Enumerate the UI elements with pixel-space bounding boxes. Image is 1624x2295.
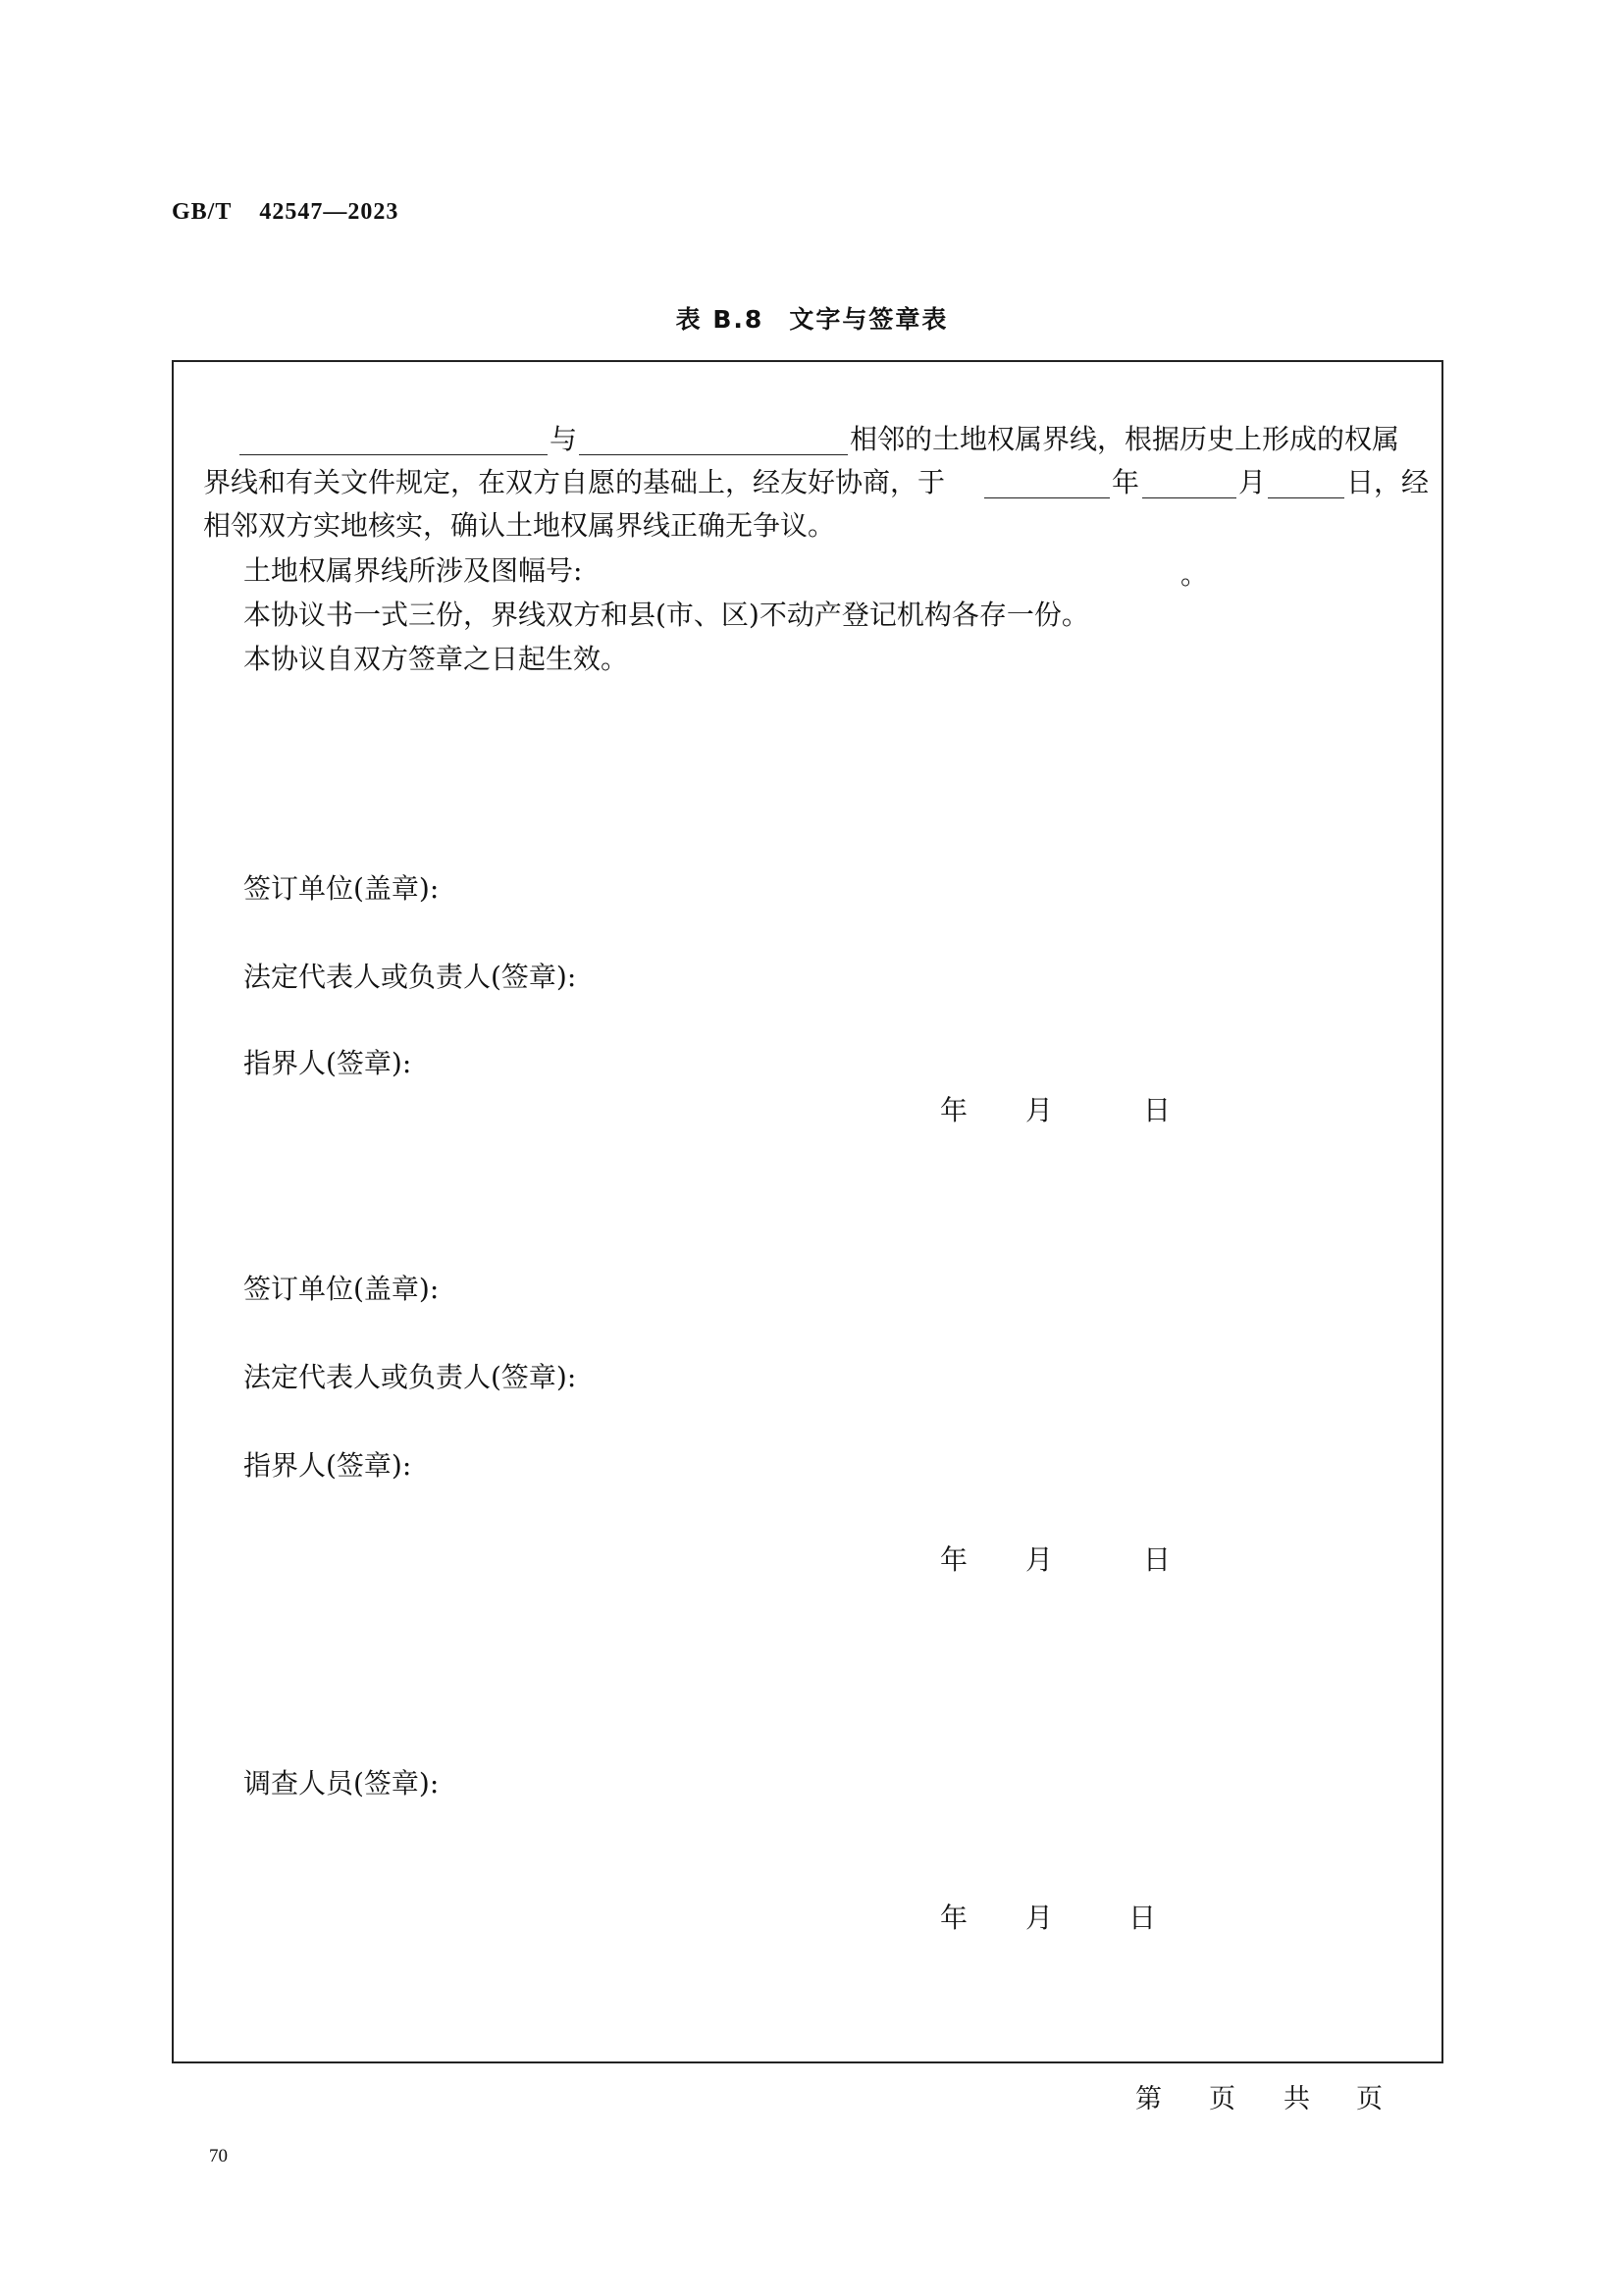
investigator-date-month: 月 — [1025, 1902, 1054, 1934]
total-page-label: 页 — [1356, 2084, 1383, 2114]
month-blank[interactable] — [1142, 497, 1236, 498]
page-number: 70 — [209, 2146, 228, 2166]
party-b-pointer-label: 指界人(签章): — [243, 1449, 412, 1482]
agreement-line3: 相邻双方实地核实，确认土地权属界线正确无争议。 — [203, 509, 836, 542]
party-a-name-blank[interactable] — [239, 454, 548, 455]
page-label: 页 — [1209, 2084, 1235, 2114]
standard-number: 42547—2023 — [259, 199, 399, 225]
table-title — [0, 300, 1624, 336]
party-b-date-day: 日 — [1143, 1543, 1172, 1576]
effective-text: 本协议自双方签章之日起生效。 — [243, 643, 629, 675]
investigator-label: 调查人员(签章): — [243, 1767, 440, 1799]
party-b-name-blank[interactable] — [579, 454, 848, 455]
table-number: 表 B.8 — [675, 305, 764, 334]
investigator-date-year: 年 — [940, 1902, 969, 1934]
total-label: 共 — [1283, 2084, 1310, 2114]
party-a-date-year: 年 — [940, 1094, 969, 1126]
party-a-pointer-label: 指界人(签章): — [243, 1047, 412, 1079]
map-sheet-label: 土地权属界线所涉及图幅号: — [243, 554, 583, 587]
party-a-rep-label: 法定代表人或负责人(签章): — [243, 961, 577, 993]
party-a-date-month: 月 — [1025, 1094, 1054, 1126]
map-sheet-end: 。 — [1180, 558, 1209, 591]
party-a-date-day: 日 — [1143, 1094, 1172, 1126]
day-label: 日，经 — [1346, 466, 1430, 498]
copies-text: 本协议书一式三份，界线双方和县(市、区)不动产登记机构各存一份。 — [243, 599, 1089, 631]
agreement-line2-head: 界线和有关文件规定，在双方自愿的基础上，经友好协商，于 — [203, 466, 946, 498]
standard-code — [172, 199, 398, 226]
month-label: 月 — [1238, 466, 1267, 498]
standard-prefix: GB/T — [172, 199, 233, 225]
year-blank[interactable] — [984, 497, 1110, 498]
investigator-date-day: 日 — [1128, 1902, 1157, 1934]
table-name: 文字与签章表 — [789, 305, 949, 334]
page-no-label: 第 — [1135, 2084, 1162, 2114]
party-b-rep-label: 法定代表人或负责人(签章): — [243, 1361, 577, 1393]
with-text: 与 — [550, 423, 578, 455]
party-b-date-month: 月 — [1025, 1543, 1054, 1576]
year-label: 年 — [1112, 466, 1140, 498]
day-blank[interactable] — [1268, 497, 1344, 498]
party-b-unit-label: 签订单位(盖章): — [243, 1273, 440, 1305]
agreement-line1-tail: 相邻的土地权属界线，根据历史上形成的权属 — [850, 423, 1400, 455]
party-a-unit-label: 签订单位(盖章): — [243, 872, 440, 905]
party-b-date-year: 年 — [940, 1543, 969, 1576]
